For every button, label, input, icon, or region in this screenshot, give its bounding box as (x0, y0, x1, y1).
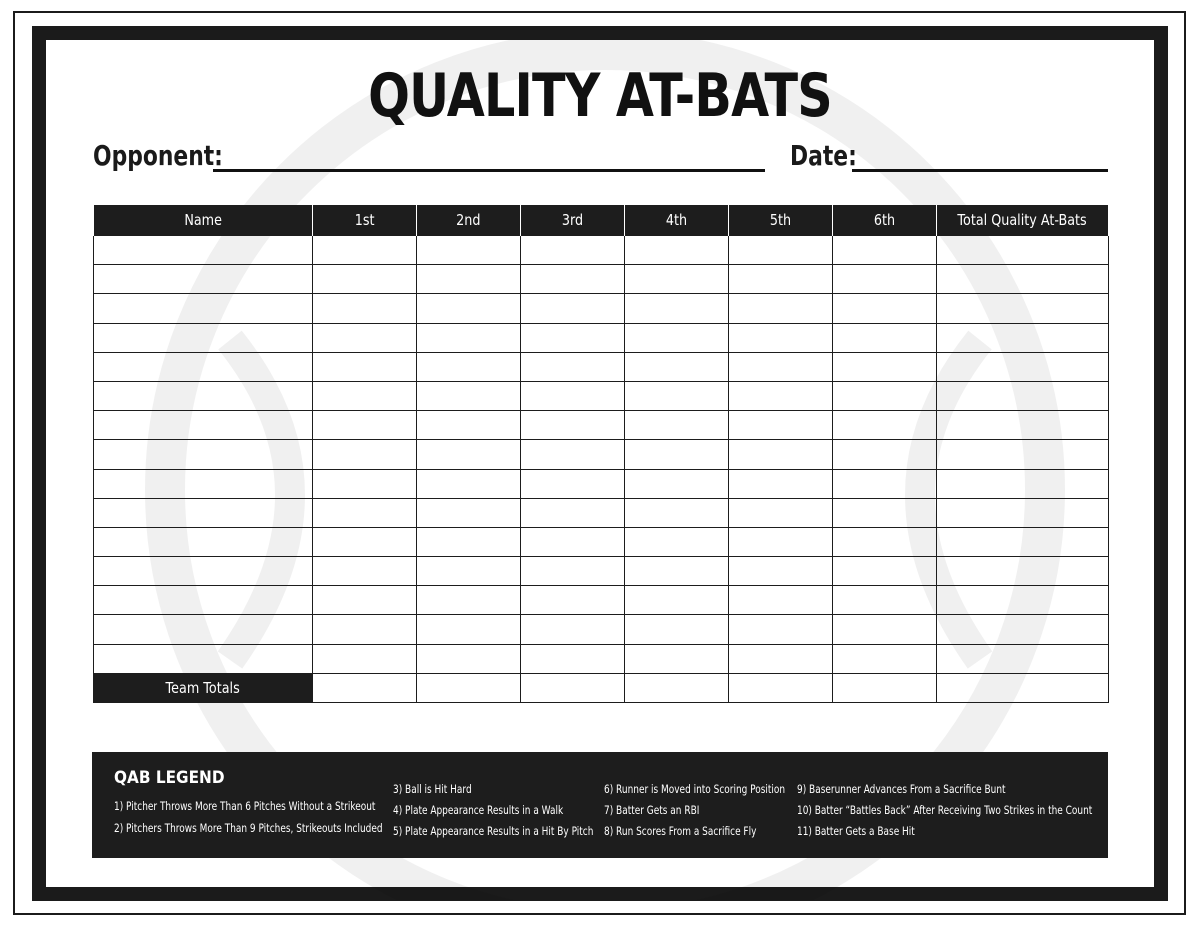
totals-cell[interactable] (729, 673, 833, 702)
at-bat-cell[interactable] (417, 498, 521, 527)
at-bat-cell[interactable] (833, 498, 937, 527)
at-bat-cell[interactable] (313, 615, 417, 644)
player-name-cell[interactable] (94, 440, 313, 469)
table-header-row (94, 205, 1109, 236)
at-bat-cell[interactable] (313, 527, 417, 556)
at-bat-cell[interactable] (937, 557, 1109, 586)
player-name-cell[interactable] (94, 294, 313, 323)
qab-legend (92, 752, 1108, 858)
at-bat-cell[interactable] (417, 236, 521, 265)
at-bat-cell[interactable] (417, 352, 521, 381)
at-bat-cell[interactable] (833, 352, 937, 381)
at-bats-table (93, 205, 1109, 703)
at-bat-cell[interactable] (625, 469, 729, 498)
at-bat-cell[interactable] (625, 440, 729, 469)
at-bat-cell[interactable] (417, 440, 521, 469)
at-bat-cell[interactable] (313, 440, 417, 469)
legend-item: 9) Baserunner Advances From a Sacrifice Bunt (797, 782, 1006, 796)
at-bat-cell[interactable] (313, 381, 417, 410)
at-bat-cell[interactable] (521, 411, 625, 440)
at-bat-cell[interactable] (625, 615, 729, 644)
at-bat-cell[interactable] (521, 527, 625, 556)
team-totals-label: Team Totals (94, 673, 313, 702)
column-header-4th: 4th (625, 205, 729, 236)
at-bat-cell[interactable] (521, 615, 625, 644)
at-bat-cell[interactable] (521, 440, 625, 469)
legend-item: 1) Pitcher Throws More Than 6 Pitches Without a Strikeout (114, 799, 376, 813)
player-name-cell[interactable] (94, 527, 313, 556)
at-bat-cell[interactable] (521, 586, 625, 615)
at-bat-cell[interactable] (937, 236, 1109, 265)
at-bat-cell[interactable] (417, 411, 521, 440)
column-header-2nd: 2nd (417, 205, 521, 236)
at-bat-cell[interactable] (833, 469, 937, 498)
at-bat-cell[interactable] (937, 644, 1109, 673)
at-bat-cell[interactable] (625, 265, 729, 294)
at-bat-cell[interactable] (729, 527, 833, 556)
at-bat-cell[interactable] (521, 294, 625, 323)
at-bat-cell[interactable] (729, 498, 833, 527)
legend-item: 6) Runner is Moved into Scoring Position (604, 782, 786, 796)
totals-cell[interactable] (833, 673, 937, 702)
at-bat-cell[interactable] (417, 294, 521, 323)
legend-item: 3) Ball is Hit Hard (393, 782, 472, 796)
at-bat-cell[interactable] (313, 323, 417, 352)
legend-item: 5) Plate Appearance Results in a Hit By Pitch (393, 824, 594, 838)
player-row (94, 615, 1109, 644)
at-bat-cell[interactable] (625, 498, 729, 527)
player-name-cell[interactable] (94, 498, 313, 527)
at-bat-cell[interactable] (521, 381, 625, 410)
at-bat-cell[interactable] (833, 440, 937, 469)
page-title: QUALITY AT-BATS (368, 61, 832, 131)
player-name-cell[interactable] (94, 644, 313, 673)
at-bat-cell[interactable] (625, 352, 729, 381)
date-label: Date: (790, 139, 857, 172)
legend-item: 2) Pitchers Throws More Than 9 Pitches, Strikeouts Included (114, 821, 383, 835)
at-bat-cell[interactable] (313, 411, 417, 440)
at-bat-cell[interactable] (937, 615, 1109, 644)
at-bat-cell[interactable] (729, 469, 833, 498)
at-bat-cell[interactable] (729, 586, 833, 615)
player-row (94, 469, 1109, 498)
at-bat-cell[interactable] (625, 294, 729, 323)
at-bat-cell[interactable] (313, 352, 417, 381)
column-header-1st: 1st (313, 205, 417, 236)
at-bat-cell[interactable] (417, 644, 521, 673)
at-bat-cell[interactable] (937, 527, 1109, 556)
opponent-label: Opponent: (93, 139, 223, 172)
player-row (94, 294, 1109, 323)
player-row (94, 498, 1109, 527)
at-bat-cell[interactable] (833, 411, 937, 440)
column-header-5th: 5th (729, 205, 833, 236)
at-bat-cell[interactable] (521, 469, 625, 498)
player-row (94, 527, 1109, 556)
at-bat-cell[interactable] (833, 615, 937, 644)
legend-item: 11) Batter Gets a Base Hit (797, 824, 915, 838)
at-bat-cell[interactable] (833, 586, 937, 615)
player-row (94, 323, 1109, 352)
at-bat-cell[interactable] (833, 381, 937, 410)
at-bat-cell[interactable] (729, 381, 833, 410)
at-bat-cell[interactable] (625, 644, 729, 673)
at-bat-cell[interactable] (521, 498, 625, 527)
player-row (94, 411, 1109, 440)
at-bat-cell[interactable] (937, 352, 1109, 381)
at-bat-cell[interactable] (937, 469, 1109, 498)
player-name-cell[interactable] (94, 615, 313, 644)
at-bat-cell[interactable] (729, 615, 833, 644)
at-bat-cell[interactable] (729, 323, 833, 352)
at-bat-cell[interactable] (417, 265, 521, 294)
at-bat-cell[interactable] (417, 381, 521, 410)
at-bat-cell[interactable] (313, 586, 417, 615)
at-bat-cell[interactable] (937, 440, 1109, 469)
at-bat-cell[interactable] (937, 498, 1109, 527)
opponent-line[interactable] (213, 169, 765, 172)
at-bat-cell[interactable] (521, 265, 625, 294)
player-name-cell[interactable] (94, 586, 313, 615)
at-bat-cell[interactable] (417, 557, 521, 586)
at-bat-cell[interactable] (625, 586, 729, 615)
legend-item: 4) Plate Appearance Results in a Walk (393, 803, 564, 817)
totals-cell[interactable] (937, 673, 1109, 702)
at-bat-cell[interactable] (833, 557, 937, 586)
legend-item: 8) Run Scores From a Sacrifice Fly (604, 824, 757, 838)
at-bat-cell[interactable] (521, 352, 625, 381)
at-bat-cell[interactable] (313, 236, 417, 265)
at-bat-cell[interactable] (313, 644, 417, 673)
at-bat-cell[interactable] (313, 265, 417, 294)
at-bat-cell[interactable] (521, 644, 625, 673)
at-bat-cell[interactable] (417, 469, 521, 498)
at-bat-cell[interactable] (521, 236, 625, 265)
player-row (94, 352, 1109, 381)
totals-cell[interactable] (417, 673, 521, 702)
at-bat-cell[interactable] (625, 411, 729, 440)
at-bat-cell[interactable] (729, 236, 833, 265)
totals-cell[interactable] (521, 673, 625, 702)
player-row (94, 265, 1109, 294)
at-bat-cell[interactable] (729, 411, 833, 440)
at-bat-cell[interactable] (417, 323, 521, 352)
player-name-cell[interactable] (94, 236, 313, 265)
at-bat-cell[interactable] (833, 294, 937, 323)
date-line[interactable] (852, 169, 1108, 172)
player-row (94, 440, 1109, 469)
totals-cell[interactable] (625, 673, 729, 702)
at-bat-cell[interactable] (937, 586, 1109, 615)
column-header-3rd: 3rd (521, 205, 625, 236)
at-bat-cell[interactable] (729, 294, 833, 323)
player-row (94, 644, 1109, 673)
at-bat-cell[interactable] (729, 644, 833, 673)
at-bat-cell[interactable] (313, 498, 417, 527)
at-bat-cell[interactable] (625, 381, 729, 410)
player-row (94, 236, 1109, 265)
at-bat-cell[interactable] (625, 527, 729, 556)
team-totals-row (94, 673, 1109, 702)
at-bat-cell[interactable] (417, 586, 521, 615)
legend-item: 10) Batter “Battles Back” After Receiving Two Strikes in the Count (797, 803, 1093, 817)
at-bat-cell[interactable] (937, 411, 1109, 440)
at-bat-cell[interactable] (417, 615, 521, 644)
at-bat-cell[interactable] (313, 294, 417, 323)
column-header-total: Total Quality At-Bats (937, 205, 1109, 236)
at-bat-cell[interactable] (833, 644, 937, 673)
at-bat-cell[interactable] (937, 294, 1109, 323)
column-header-6th: 6th (833, 205, 937, 236)
player-row (94, 586, 1109, 615)
player-name-cell[interactable] (94, 469, 313, 498)
player-name-cell[interactable] (94, 557, 313, 586)
at-bat-cell[interactable] (937, 323, 1109, 352)
at-bat-cell[interactable] (521, 557, 625, 586)
at-bat-cell[interactable] (625, 557, 729, 586)
legend-title: QAB LEGEND (114, 768, 225, 788)
at-bat-cell[interactable] (833, 527, 937, 556)
at-bat-cell[interactable] (937, 265, 1109, 294)
at-bat-cell[interactable] (521, 323, 625, 352)
at-bat-cell[interactable] (729, 557, 833, 586)
at-bat-cell[interactable] (833, 236, 937, 265)
player-row (94, 381, 1109, 410)
at-bat-cell[interactable] (729, 352, 833, 381)
column-header-name: Name (94, 205, 313, 236)
player-name-cell[interactable] (94, 381, 313, 410)
player-name-cell[interactable] (94, 352, 313, 381)
at-bat-cell[interactable] (833, 323, 937, 352)
at-bat-cell[interactable] (937, 381, 1109, 410)
legend-item: 7) Batter Gets an RBI (604, 803, 700, 817)
at-bat-cell[interactable] (313, 469, 417, 498)
at-bat-cell[interactable] (313, 557, 417, 586)
at-bat-cell[interactable] (625, 323, 729, 352)
at-bat-cell[interactable] (625, 236, 729, 265)
totals-cell[interactable] (313, 673, 417, 702)
at-bat-cell[interactable] (833, 265, 937, 294)
player-row (94, 557, 1109, 586)
at-bat-cell[interactable] (417, 527, 521, 556)
at-bat-cell[interactable] (729, 440, 833, 469)
player-name-cell[interactable] (94, 323, 313, 352)
player-name-cell[interactable] (94, 411, 313, 440)
player-name-cell[interactable] (94, 265, 313, 294)
at-bat-cell[interactable] (729, 265, 833, 294)
